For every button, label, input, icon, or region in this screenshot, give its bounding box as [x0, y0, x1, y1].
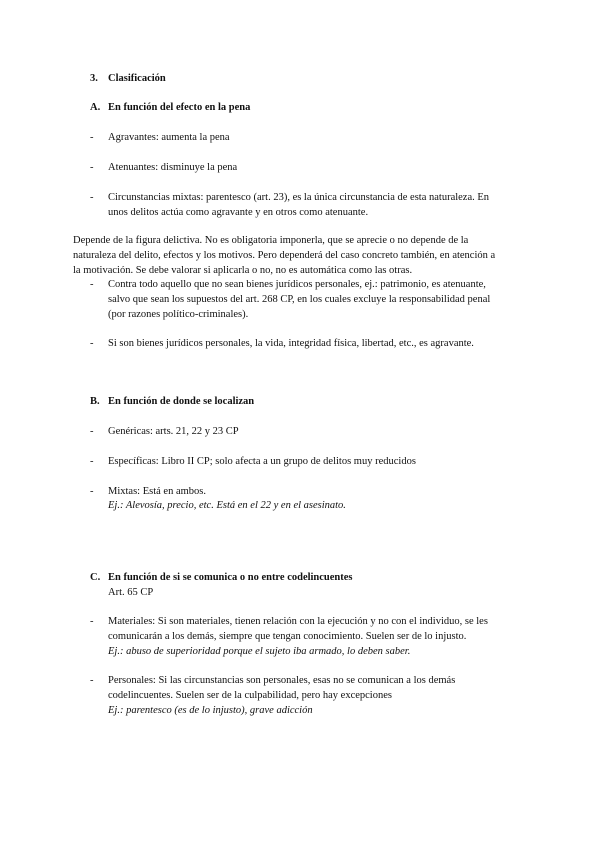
paragraph-line: naturaleza del delito, efectos y los motivos. Pero dependerá del caso concreto también, en atención a [73, 250, 496, 261]
list-item: Mixtas: Está en ambos. [108, 486, 206, 497]
heading-b-title: En función de donde se localizan [108, 396, 255, 407]
list-item: Personales: Si las circunstancias son personales, esas no se comunican a los demás [108, 675, 456, 686]
paragraph-line: la motivación. Se debe valorar si aplicarla o no, no es automática como las otras. [73, 265, 413, 276]
heading-a-letter: A. [90, 102, 101, 113]
list-item: Específicas: Libro II CP; solo afecta a un grupo de delitos muy reducidos [108, 456, 416, 467]
paragraph-line: Depende de la figura delictiva. No es obligatoria imponerla, que se aprecie o no depende de la [73, 235, 469, 246]
heading-b-letter: B. [90, 396, 100, 407]
example-text: Ej.: abuso de superioridad porque el sujeto iba armado, lo deben saber. [108, 646, 411, 657]
heading-c-letter: C. [90, 572, 101, 583]
bullet-dash: - [90, 486, 94, 497]
list-item: Genéricas: arts. 21, 22 y 23 CP [108, 426, 239, 437]
bullet-dash: - [90, 192, 94, 203]
bullet-dash: - [90, 675, 94, 686]
list-item: Atenuantes: disminuye la pena [108, 162, 238, 173]
list-item-continuation: (por razones político-criminales). [108, 309, 249, 320]
bullet-dash: - [90, 456, 94, 467]
bullet-dash: - [90, 616, 94, 627]
section-number: 3. [90, 73, 98, 84]
list-item: Materiales: Si son materiales, tienen relación con la ejecución y no con el individuo, se les [108, 616, 488, 627]
list-item-continuation: codelincuentes. Suelen ser de la culpabilidad, pero hay excepciones [108, 690, 392, 701]
heading-a-title: En función del efecto en la pena [108, 102, 251, 113]
bullet-dash: - [90, 426, 94, 437]
list-item-continuation: unos delitos actúa como agravante y en otros como atenuante. [108, 207, 369, 218]
bullet-dash: - [90, 162, 94, 173]
example-text: Ej.: parentesco (es de lo injusto), grave adicción [108, 705, 313, 716]
list-item: Agravantes: aumenta la pena [108, 132, 230, 143]
list-item: Si son bienes jurídicos personales, la vida, integridad física, libertad, etc., es agravante. [108, 338, 474, 349]
example-text: Ej.: Alevosía, precio, etc. Está en el 22 y en el asesinato. [108, 500, 346, 511]
list-item-continuation: comunicarán a los demás, siempre que tengan conocimiento. Suelen ser de lo injusto. [108, 631, 467, 642]
list-item: Contra todo aquello que no sean bienes jurídicos personales, ej.: patrimonio, es atenuante, [108, 279, 486, 290]
list-item: Circunstancias mixtas: parentesco (art. 23), es la única circunstancia de esta naturaleza. En [108, 192, 490, 203]
list-item-continuation: salvo que sean los supuestos del art. 268 CP, en los cuales excluye la responsabilidad penal [108, 294, 491, 305]
bullet-dash: - [90, 338, 94, 349]
heading-c-subtitle: Art. 65 CP [108, 587, 154, 598]
section-title: Clasificación [108, 73, 166, 84]
bullet-dash: - [90, 132, 94, 143]
heading-c-title: En función de si se comunica o no entre codelincuentes [108, 572, 353, 583]
bullet-dash: - [90, 279, 94, 290]
